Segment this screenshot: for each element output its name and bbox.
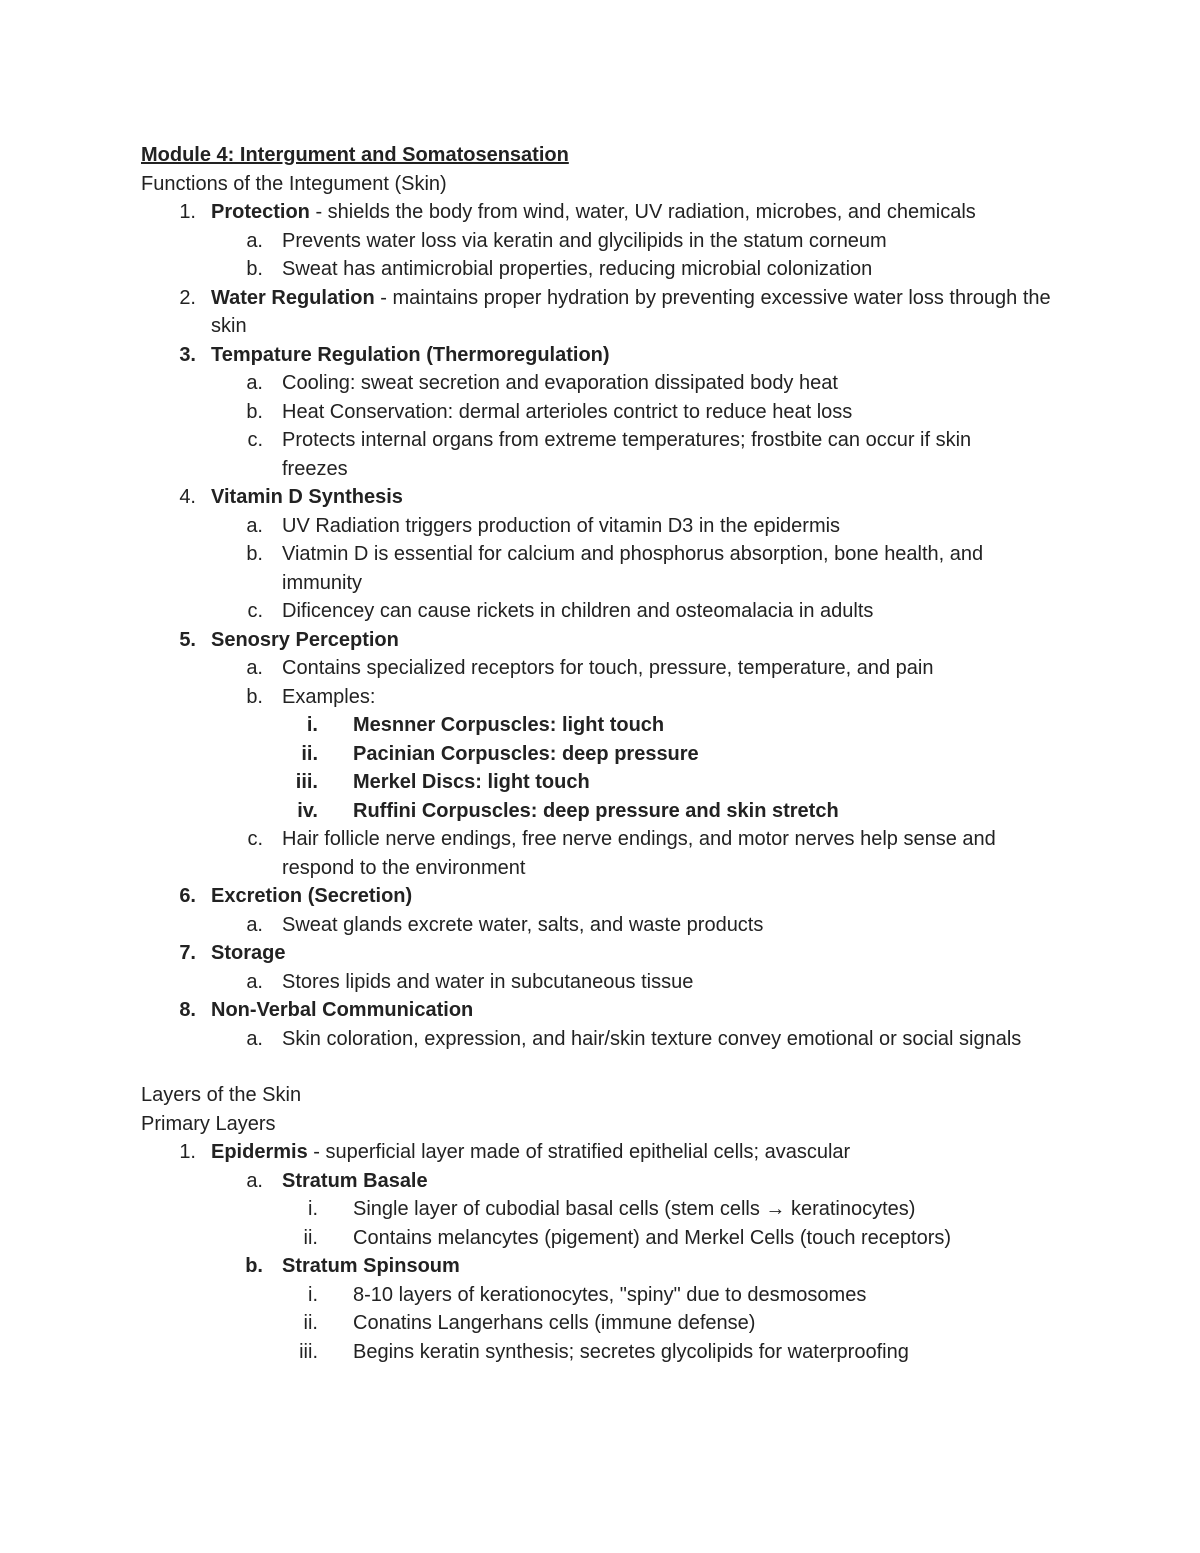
list-marker: a.	[246, 514, 263, 537]
list-item-water-regulation	[141, 284, 1051, 341]
list-item-storage	[141, 939, 1061, 968]
list-subitem	[141, 911, 1061, 940]
list-subitem	[141, 512, 1061, 541]
list-marker: i.	[308, 1283, 318, 1306]
list-marker: a.	[246, 657, 263, 679]
section-subheading-primary: Primary Layers	[141, 1112, 276, 1135]
list-marker: b.	[246, 258, 263, 280]
list-marker: c.	[247, 429, 263, 451]
list-subitem	[141, 1025, 1042, 1054]
subitem-text: Sweat has antimicrobial properties, reducing microbial colonization	[282, 258, 873, 280]
list-marker: 1.	[179, 1141, 196, 1163]
list-item-temperature-regulation	[141, 341, 1061, 370]
subitem-text: Skin coloration, expression, and hair/skin texture convey emotional or social signals	[282, 1027, 1022, 1050]
section-heading-layers: Layers of the Skin	[141, 1084, 302, 1106]
subitem-text: Protects internal organs from extreme temperatures; frostbite can occur if skin freezes	[282, 429, 972, 480]
list-subsubitem	[141, 797, 1061, 826]
list-marker: 6.	[179, 885, 196, 907]
item-title: Vitamin D Synthesis	[211, 486, 403, 508]
list-marker: iii.	[295, 771, 318, 793]
list-marker: 8.	[179, 999, 196, 1021]
list-marker: b.	[245, 1255, 263, 1277]
list-subitem	[141, 369, 1061, 398]
item-title: Excretion (Secretion)	[211, 885, 413, 907]
subsubitem-text: Conatins Langerhans cells (immune defense)	[353, 1312, 756, 1334]
list-marker: 7.	[179, 942, 196, 964]
list-subitem	[141, 540, 1062, 597]
item-title: Water Regulation	[211, 286, 375, 309]
list-subitem-stratum-basale	[141, 1167, 1061, 1196]
item-title: Epidermis	[211, 1141, 308, 1163]
list-marker: iii.	[299, 1340, 318, 1363]
subitem-text: Dificencey can cause rickets in children and osteomalacia in adults	[282, 600, 874, 622]
list-item-vitamin-d	[141, 483, 1061, 512]
subitem-text: Hair follicle nerve endings, free nerve endings, and motor nerves help sense and respond to the environment	[282, 828, 996, 879]
list-subitem	[141, 654, 1061, 683]
list-subitem	[141, 227, 1061, 256]
subitem-text: Cooling: sweat secretion and evaporation dissipated body heat	[282, 372, 838, 394]
list-item-protection	[141, 198, 1061, 227]
list-marker: 4.	[179, 486, 196, 508]
list-subitem	[141, 255, 1061, 284]
subitem-text: Viatmin D is essential for calcium and phosphorus absorption, bone health, and immunity	[282, 543, 984, 594]
list-marker: i.	[308, 1198, 318, 1220]
subsubitem-text: Pacinian Corpuscles: deep pressure	[353, 742, 699, 765]
subsubitem-text: Single layer of cubodial basal cells (stem cells → keratinocytes)	[353, 1198, 916, 1220]
list-marker: iv.	[297, 799, 318, 822]
list-item-non-verbal-communication	[141, 996, 1061, 1025]
subitem-text: Stores lipids and water in subcutaneous tissue	[282, 970, 694, 993]
list-subsubitem	[141, 1338, 1061, 1367]
list-marker: c.	[247, 828, 263, 850]
list-marker: 2.	[179, 286, 196, 309]
item-text: - superficial layer made of stratified epithelial cells; avascular	[307, 1141, 851, 1163]
list-subsubitem	[141, 768, 1061, 797]
item-title: Senosry Perception	[211, 628, 399, 651]
list-marker: a.	[246, 970, 263, 993]
list-subsubitem	[141, 740, 1061, 769]
subsubitem-text: 8-10 layers of kerationocytes, "spiny" due to desmosomes	[353, 1283, 867, 1306]
list-subsubitem	[141, 1309, 1061, 1338]
list-marker: ii.	[303, 1312, 318, 1334]
subitem-text: Prevents water loss via keratin and glycilipids in the statum corneum	[282, 229, 887, 252]
subitem-title: Stratum Basale	[282, 1169, 428, 1192]
subitem-title: Stratum Spinsoum	[282, 1255, 460, 1277]
list-marker: b.	[246, 400, 263, 423]
list-subitem	[141, 683, 1061, 712]
list-marker: 5.	[179, 628, 196, 651]
item-text: - shields the body from wind, water, UV radiation, microbes, and chemicals	[309, 201, 976, 223]
page-title: Module 4: Intergument and Somatosensation	[141, 144, 569, 166]
list-item-sensory-perception	[141, 626, 1061, 655]
subitem-text: Heat Conservation: dermal arterioles contrict to reduce heat loss	[282, 400, 853, 423]
item-text: - maintains proper hydration by preventing excessive water loss through the skin	[211, 286, 1051, 337]
list-subsubitem	[141, 1195, 1061, 1224]
subsubitem-text: Begins keratin synthesis; secretes glycolipids for waterproofing	[353, 1340, 909, 1363]
subitem-text: UV Radiation triggers production of vitamin D3 in the epidermis	[282, 514, 841, 537]
list-marker: 3.	[179, 343, 196, 366]
subitem-text: Sweat glands excrete water, salts, and waste products	[282, 913, 764, 936]
list-subitem	[141, 398, 1061, 427]
list-marker: b.	[246, 543, 263, 565]
item-title: Storage	[211, 942, 286, 964]
list-subitem	[141, 968, 1061, 997]
list-marker: 1.	[179, 201, 196, 223]
subsubitem-text: Merkel Discs: light touch	[353, 771, 590, 793]
list-marker: ii.	[303, 1226, 318, 1249]
section-heading-functions: Functions of the Integument (Skin)	[141, 172, 447, 195]
list-marker: c.	[247, 600, 263, 622]
list-marker: a.	[246, 1027, 263, 1050]
list-subitem	[141, 426, 1042, 483]
list-marker: a.	[246, 372, 263, 394]
item-title: Protection	[211, 201, 310, 223]
list-subsubitem	[141, 1224, 1061, 1253]
list-subitem	[141, 825, 1062, 882]
subsubitem-text: Mesnner Corpuscles: light touch	[353, 714, 665, 736]
document-page	[141, 141, 1061, 1366]
subitem-text: Contains specialized receptors for touch, pressure, temperature, and pain	[282, 657, 934, 679]
list-marker: ii.	[301, 742, 318, 765]
subitem-text: Examples:	[282, 685, 376, 708]
item-title: Tempature Regulation (Thermoregulation)	[211, 343, 610, 366]
blank-line	[141, 1053, 1061, 1081]
item-title: Non-Verbal Communication	[211, 999, 474, 1021]
subsubitem-text: Ruffini Corpuscles: deep pressure and skin stretch	[353, 799, 839, 822]
list-item-excretion	[141, 882, 1061, 911]
list-marker: b.	[246, 685, 263, 708]
list-item-epidermis	[141, 1138, 1061, 1167]
list-subitem-stratum-spinosum	[141, 1252, 1061, 1281]
list-subitem	[141, 597, 1061, 626]
list-subsubitem	[141, 1281, 1061, 1310]
list-subsubitem	[141, 711, 1061, 740]
list-marker: a.	[246, 913, 263, 936]
list-marker: i.	[306, 714, 318, 736]
list-marker: a.	[246, 1169, 263, 1192]
list-marker: a.	[246, 229, 263, 252]
subsubitem-text: Contains melancytes (pigement) and Merkel Cells (touch receptors)	[353, 1226, 952, 1249]
